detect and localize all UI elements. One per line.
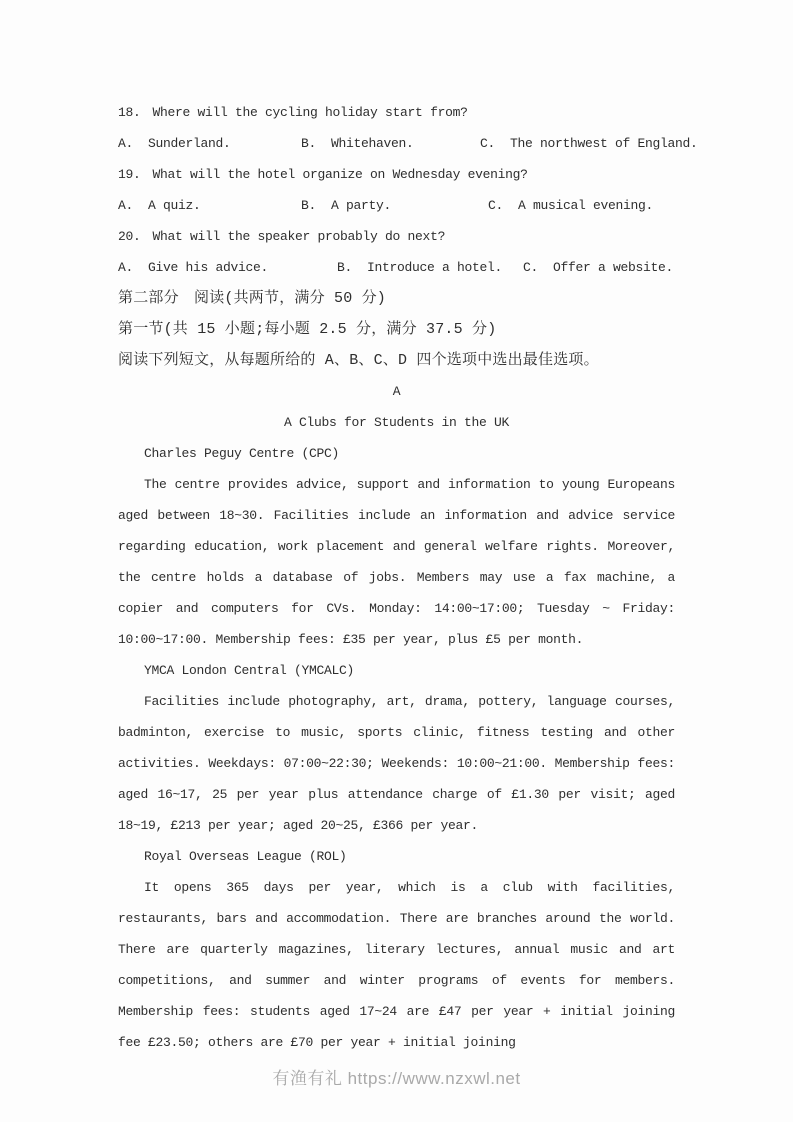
reading-instruction: 阅读下列短文，从每题所给的 A、B、C、D 四个选项中选出最佳选项。: [118, 352, 599, 369]
question-19-option-b: B. A party.: [301, 198, 392, 213]
question-20-option-b: B. Introduce a hotel.: [337, 260, 503, 275]
question-20-number: 20.: [118, 229, 141, 244]
question-20: [118, 221, 675, 252]
club-paragraph-ymcalc: Facilities include photography, art, drama, pottery, language courses, badminton, exercise to music, sports clinic, fitness testing and other activities. Weekdays: 07:00~22:30; Weekends: 10:00~21:00. Membership fees: aged 16~17, 25 per year plus attendance charge of £1.30 per visit; aged 18~19, £213 per year; aged 20~25, £366 per year.: [118, 694, 675, 833]
club-paragraph-rol: It opens 365 days per year, which is a club with facilities, restaurants, bars and accommodation. There are branches around the world. There are quarterly magazines, literary lectures, annual music and art competitions, and summer and winter programs of events for members. Membership fees: students aged 17~24 are £47 per year + initial joining fee £23.50; others are £70 per year + initial joining: [118, 880, 675, 1050]
question-18-text: Where will the cycling holiday start from?: [152, 105, 468, 120]
question-20-options: [118, 252, 675, 283]
question-20-option-c: C. Offer a website.: [523, 260, 674, 275]
question-18-option-c: C. The northwest of England.: [480, 136, 698, 151]
question-19-text: What will the hotel organize on Wednesday evening?: [152, 167, 528, 182]
club-heading-rol: Royal Overseas League (ROL): [144, 849, 347, 864]
question-19-options: [118, 190, 675, 221]
question-19-number: 19.: [118, 167, 141, 182]
question-18-option-a: A. Sunderland.: [118, 136, 231, 151]
question-19-option-c: C. A musical evening.: [488, 198, 654, 213]
club-heading-cpc: Charles Peguy Centre (CPC): [144, 446, 340, 461]
question-20-option-a: A. Give his advice.: [118, 260, 269, 275]
part-two-header: 第二部分 阅读(共两节，满分 50 分): [118, 290, 387, 307]
question-18-options: [118, 128, 698, 159]
question-18-option-b: B. Whitehaven.: [301, 136, 414, 151]
passage-title: A Clubs for Students in the UK: [283, 415, 510, 430]
question-19-option-a: A. A quiz.: [118, 198, 201, 213]
question-18: [118, 97, 675, 128]
footer-watermark: 有渔有礼 https://www.nzxwl.net: [272, 1069, 521, 1088]
passage-label: A: [392, 384, 401, 399]
question-18-number: 18.: [118, 105, 141, 120]
page-content: [118, 97, 698, 1058]
club-paragraph-cpc: The centre provides advice, support and information to young Europeans aged between 18~30. Facilities include an information and advice service regarding education, work placement and general welfare rights. Moreover, the centre holds a database of jobs. Members may use a fax machine, a copier and computers for CVs. Monday: 14:00~17:00; Tuesday ~ Friday: 10:00~17:00. Membership fees: £35 per year, plus £5 per month.: [118, 477, 675, 647]
club-heading-ymcalc: YMCA London Central (YMCALC): [144, 663, 355, 678]
question-19: [118, 159, 675, 190]
section-one-header: 第一节(共 15 小题;每小题 2.5 分，满分 37.5 分): [118, 321, 497, 338]
question-20-text: What will the speaker probably do next?: [152, 229, 446, 244]
